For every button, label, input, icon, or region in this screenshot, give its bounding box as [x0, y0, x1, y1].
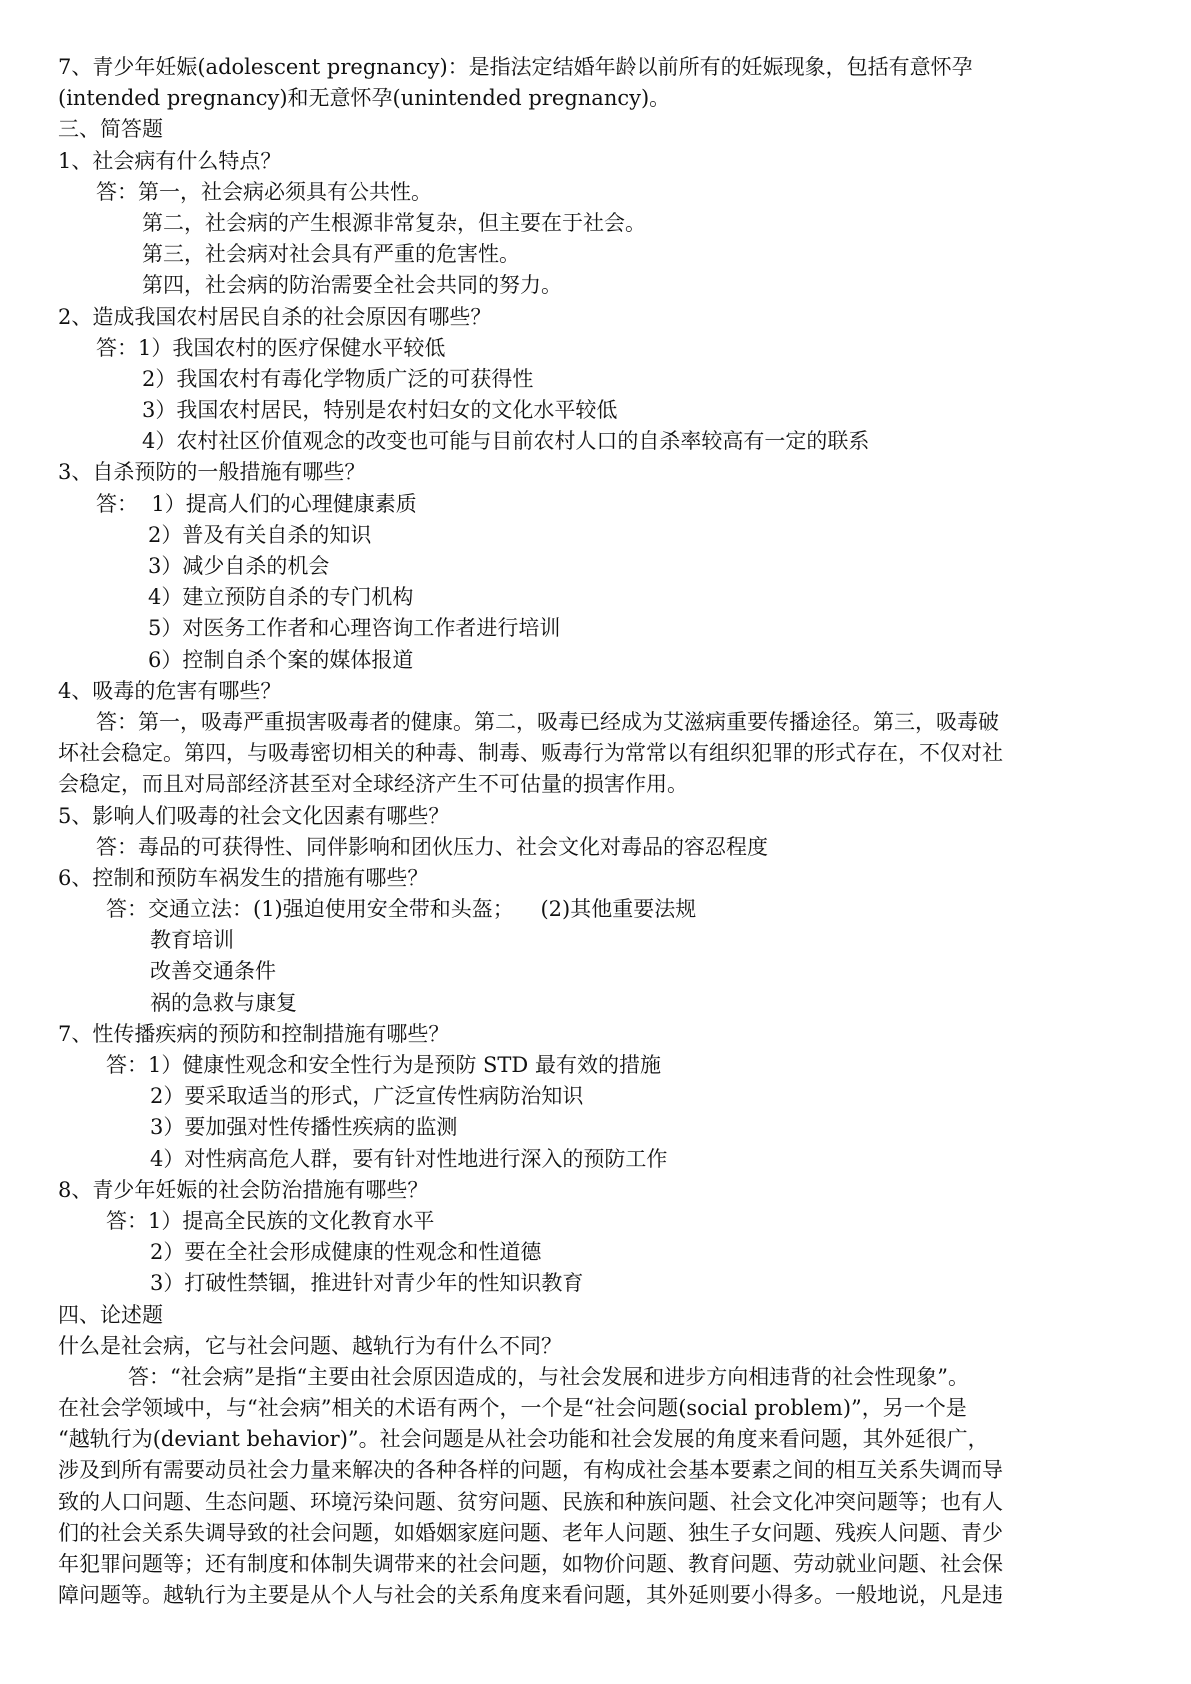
- answer-4-line-3: 会稳定，而且对局部经济甚至对全球经济产生不可估量的损害作用。: [58, 772, 688, 797]
- answer-7-line-4: 4）对性病高危人群，要有针对性地进行深入的预防工作: [150, 1146, 668, 1171]
- question-3: 3、自杀预防的一般措施有哪些？: [58, 460, 366, 485]
- question-7: 7、性传播疾病的预防和控制措施有哪些？: [58, 1021, 450, 1046]
- answer-3-line-1: 答： 1）提高人们的心理健康素质: [96, 491, 417, 516]
- definition-7-line-1: 7、青少年妊娠(adolescent pregnancy)：是指法定结婚年龄以前所有的妊娠现象，包括有意怀孕: [58, 55, 973, 79]
- section-heading-essay: 四、论述题: [58, 1302, 163, 1327]
- essay-question: 什么是社会病，它与社会问题、越轨行为有什么不同？: [58, 1333, 562, 1358]
- answer-6-line-4: 祸的急救与康复: [150, 990, 297, 1015]
- answer-3-line-4: 4）建立预防自杀的专门机构: [148, 585, 414, 610]
- essay-answer-line-1: 答：“社会病”是指“主要由社会原因造成的，与社会发展和进步方向相违背的社会性现象”。: [128, 1364, 969, 1389]
- answer-3-line-2: 2）普及有关自杀的知识: [148, 522, 372, 547]
- answer-5-line-1: 答：毒品的可获得性、同伴影响和团伙压力、社会文化对毒品的容忍程度: [96, 834, 768, 859]
- essay-answer-line-3: “越轨行为(deviant behavior)”。社会问题是从社会功能和社会发展的角度来看问题，其外延很广，: [58, 1427, 989, 1452]
- essay-answer-line-7: 年犯罪问题等；还有制度和体制失调带来的社会问题，如物价问题、教育问题、劳动就业问题、社会保: [58, 1552, 1003, 1576]
- answer-3-line-6: 6）控制自杀个案的媒体报道: [148, 647, 414, 672]
- section-heading-short-answer: 三、简答题: [58, 117, 163, 142]
- question-4: 4、吸毒的危害有哪些？: [58, 678, 282, 703]
- answer-6-line-1: 答：交通立法：(1)强迫使用安全带和头盔； (2)其他重要法规: [106, 897, 697, 922]
- answer-1-line-4: 第四，社会病的防治需要全社会共同的努力。: [142, 273, 562, 298]
- answer-2-line-2: 2）我国农村有毒化学物质广泛的可获得性: [142, 366, 534, 391]
- answer-6-line-3: 改善交通条件: [150, 959, 276, 984]
- answer-4-line-1: 答：第一，吸毒严重损害吸毒者的健康。第二，吸毒已经成为艾滋病重要传播途径。第三，吸毒破: [96, 709, 999, 734]
- answer-3-line-5: 5）对医务工作者和心理咨询工作者进行培训: [148, 616, 561, 641]
- definition-7-line-2: (intended pregnancy)和无意怀孕(unintended pregnancy)。: [58, 86, 671, 111]
- question-2: 2、造成我国农村居民自杀的社会原因有哪些？: [58, 304, 492, 329]
- essay-answer-line-8: 障问题等。越轨行为主要是从个人与社会的关系角度来看问题，其外延则要小得多。一般地说，凡是违: [58, 1583, 1003, 1608]
- question-5: 5、影响人们吸毒的社会文化因素有哪些？: [58, 803, 450, 828]
- essay-answer-line-2: 在社会学领域中，与“社会病”相关的术语有两个，一个是“社会问题(social problem)”，另一个是: [58, 1396, 967, 1421]
- answer-2-line-4: 4）农村社区价值观念的改变也可能与目前农村人口的自杀率较高有一定的联系: [142, 429, 870, 454]
- answer-8-line-2: 2）要在全社会形成健康的性观念和性道德: [150, 1240, 542, 1265]
- answer-1-line-3: 第三，社会病对社会具有严重的危害性。: [142, 242, 520, 267]
- question-1: 1、社会病有什么特点？: [58, 148, 282, 173]
- essay-answer-line-6: 们的社会关系失调导致的社会问题，如婚姻家庭问题、老年人问题、独生子女问题、残疾人问题、青少: [58, 1520, 1003, 1545]
- answer-2-line-1: 答：1）我国农村的医疗保健水平较低: [96, 335, 446, 360]
- answer-7-line-1: 答：1）健康性观念和安全性行为是预防 STD 最有效的措施: [106, 1053, 661, 1077]
- question-8: 8、青少年妊娠的社会防治措施有哪些？: [58, 1177, 429, 1202]
- answer-6-line-2: 教育培训: [150, 928, 234, 953]
- essay-answer-line-4: 涉及到所有需要动员社会力量来解决的各种各样的问题，有构成社会基本要素之间的相互关系失调而导: [58, 1458, 1003, 1483]
- answer-8-line-3: 3）打破性禁锢，推进针对青少年的性知识教育: [150, 1271, 584, 1296]
- essay-answer-line-5: 致的人口问题、生态问题、环境污染问题、贫穷问题、民族和种族问题、社会文化冲突问题等；也有人: [58, 1489, 1003, 1514]
- answer-4-line-2: 坏社会稳定。第四，与吸毒密切相关的种毒、制毒、贩毒行为常常以有组织犯罪的形式存在，不仅对社: [58, 741, 1003, 766]
- answer-3-line-3: 3）减少自杀的机会: [148, 554, 330, 578]
- question-6: 6、控制和预防车祸发生的措施有哪些？: [58, 865, 429, 890]
- answer-2-line-3: 3）我国农村居民，特别是农村妇女的文化水平较低: [142, 398, 618, 423]
- answer-1-line-1: 答：第一，社会病必须具有公共性。: [96, 179, 432, 204]
- answer-8-line-1: 答：1）提高全民族的文化教育水平: [106, 1208, 435, 1233]
- answer-7-line-2: 2）要采取适当的形式，广泛宣传性病防治知识: [150, 1084, 584, 1109]
- answer-7-line-3: 3）要加强对性传播性疾病的监测: [150, 1115, 458, 1140]
- answer-1-line-2: 第二，社会病的产生根源非常复杂，但主要在于社会。: [142, 210, 646, 235]
- document-page: [58, 52, 1138, 1611]
